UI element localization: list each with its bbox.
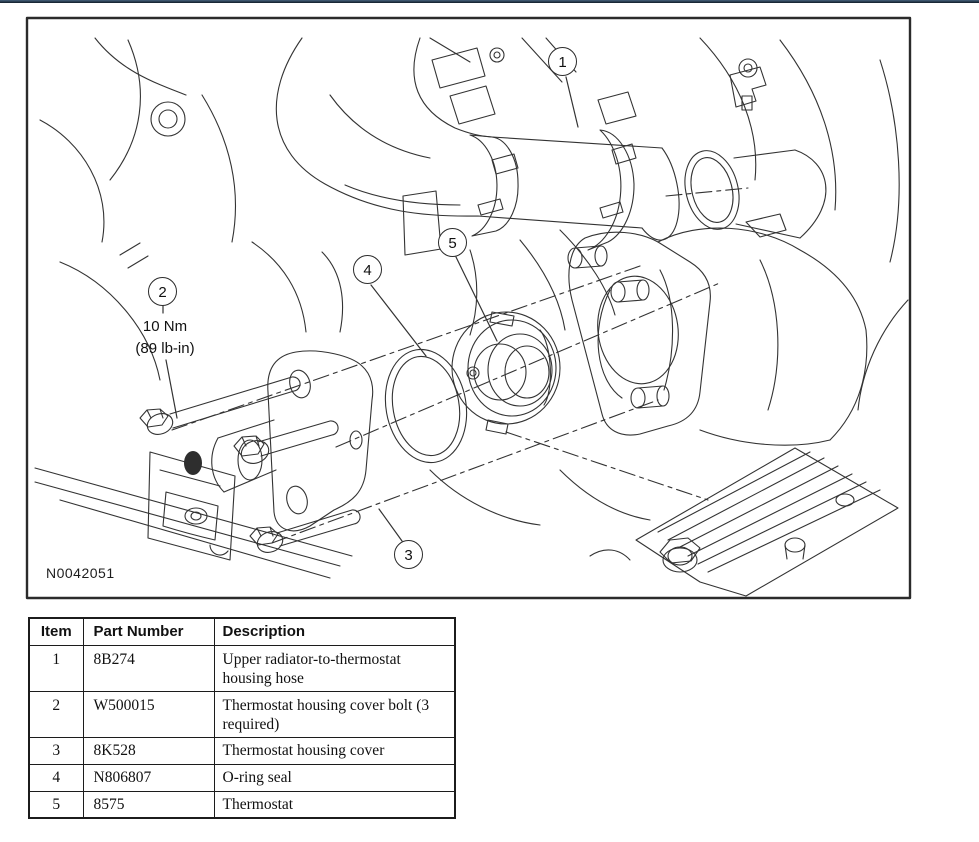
table-row: [29, 645, 455, 691]
cell-item: 1: [29, 645, 83, 691]
torque-spec-label: [104, 316, 226, 360]
cell-part-number: 8K528: [83, 737, 214, 764]
torque-value-alt: (89 lb-in): [135, 340, 195, 357]
cell-description: Thermostat housing cover: [214, 737, 455, 764]
cell-description: O-ring seal: [214, 764, 455, 791]
cell-part-number: W500015: [83, 691, 214, 737]
torque-value: 10 Nm: [142, 318, 188, 335]
table-row: [29, 764, 455, 791]
cell-item: 5: [29, 791, 83, 818]
figure-id: N0042051: [46, 565, 115, 581]
cell-description: Thermostat housing cover bolt (3 required): [214, 691, 455, 737]
table-row: [29, 791, 455, 818]
header-item: Item: [29, 618, 83, 645]
callout-marker-3: 3: [394, 540, 423, 569]
table-row: [29, 737, 455, 764]
cell-part-number: 8575: [83, 791, 214, 818]
cell-description: Upper radiator-to-thermostat housing hose: [214, 645, 455, 691]
cell-part-number: N806807: [83, 764, 214, 791]
callout-marker-1: 1: [548, 47, 577, 76]
callout-marker-4: 4: [353, 255, 382, 284]
cell-item: 4: [29, 764, 83, 791]
cell-description: Thermostat: [214, 791, 455, 818]
cell-item: 2: [29, 691, 83, 737]
header-description: Description: [214, 618, 455, 645]
table-row: [29, 691, 455, 737]
callout-marker-2: 2: [148, 277, 177, 306]
header-part-number: Part Number: [83, 618, 214, 645]
parts-table: [28, 617, 456, 819]
callout-marker-5: 5: [438, 228, 467, 257]
parts-table-header-row: [29, 618, 455, 645]
cell-part-number: 8B274: [83, 645, 214, 691]
cell-item: 3: [29, 737, 83, 764]
